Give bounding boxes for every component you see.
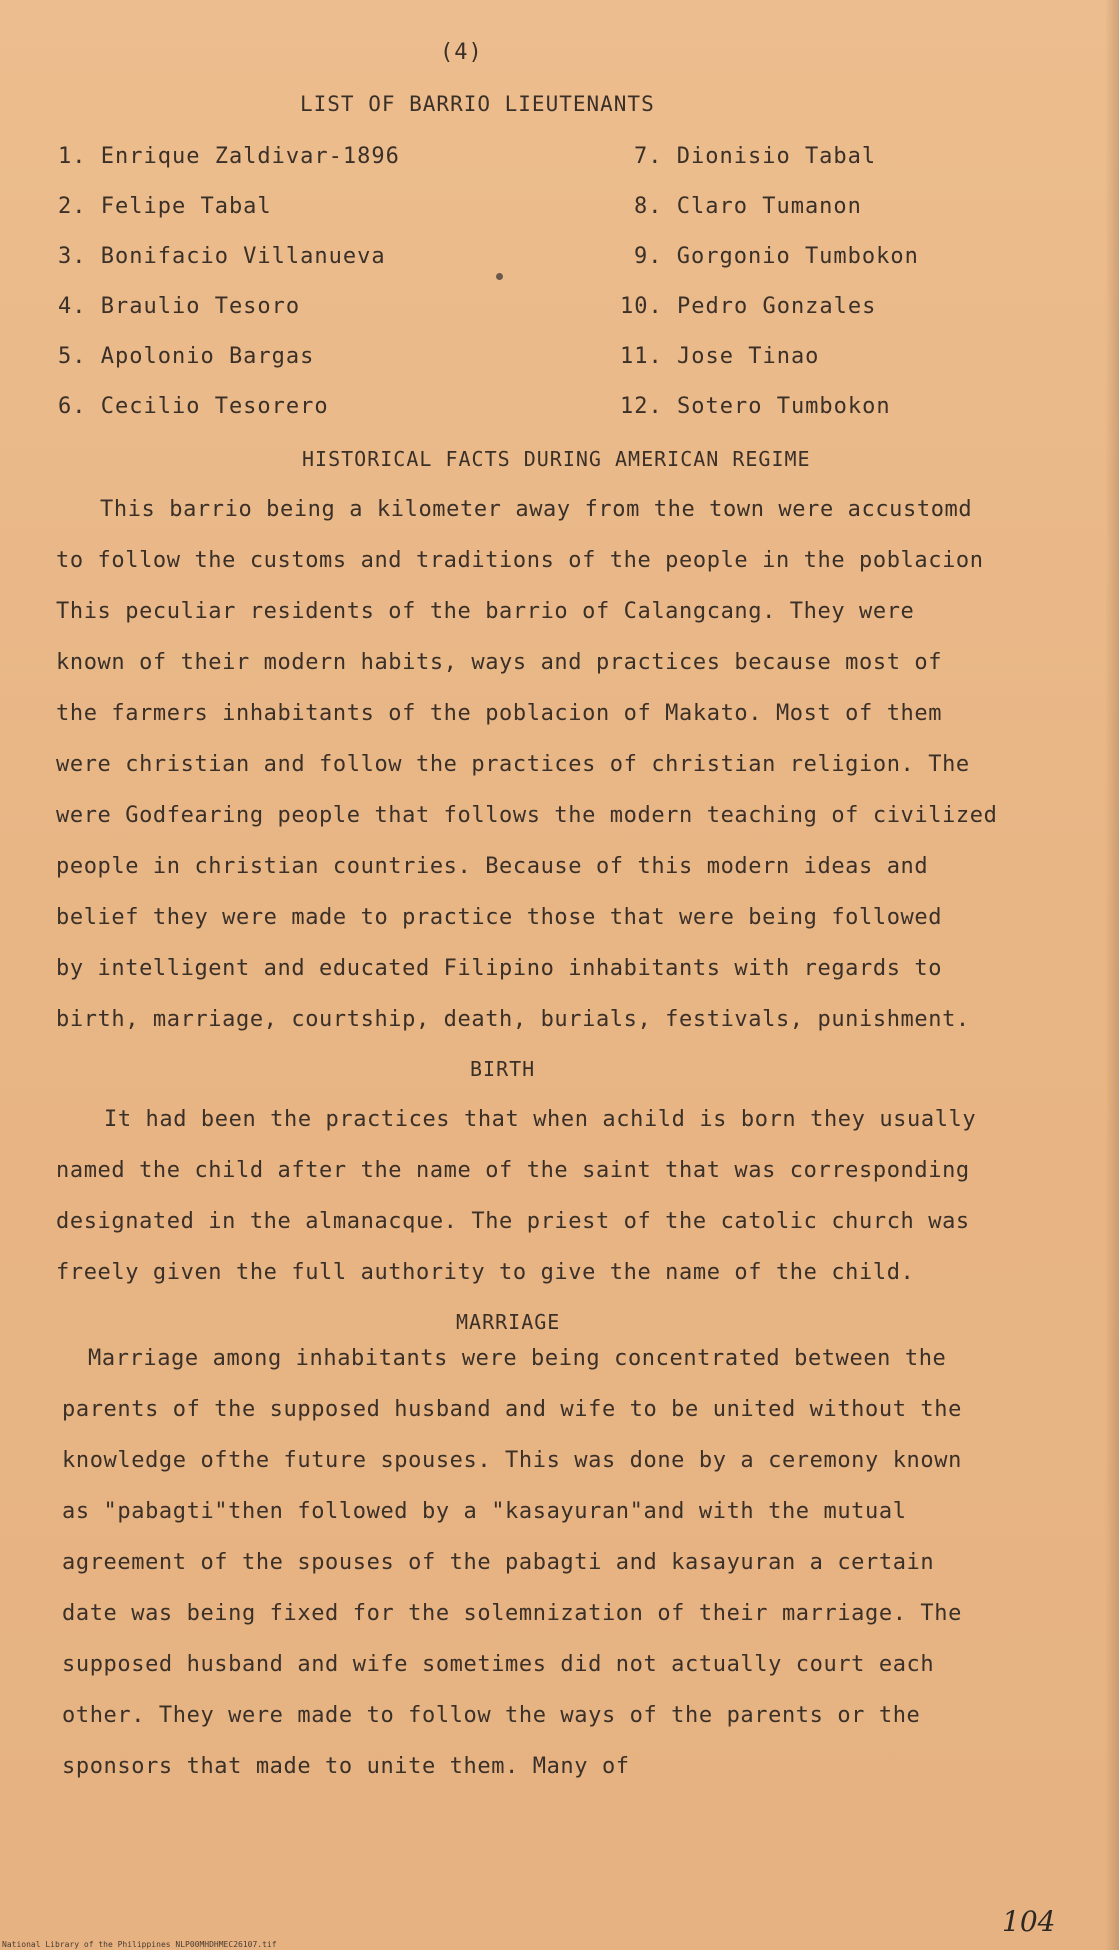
lieutenant-item: 11. Jose Tinao xyxy=(620,344,820,369)
lieutenant-item: 9. Gorgonio Tumbokon xyxy=(634,244,919,269)
lieutenant-item: 4. Braulio Tesoro xyxy=(58,294,301,319)
lieutenant-item: 8. Claro Tumanon xyxy=(634,194,862,219)
folio-number: 104 xyxy=(1002,1905,1056,1938)
text-line: people in christian countries. Because of this modern ideas and xyxy=(56,854,929,879)
text-line: belief they were made to practice those that were being followed xyxy=(56,905,943,930)
text-line: This peculiar residents of the barrio of Calangcang. They were xyxy=(56,599,915,624)
lieutenants-title: LIST OF BARRIO LIEUTENANTS xyxy=(300,92,655,116)
text-line: named the child after the name of the saint that was corresponding xyxy=(56,1158,970,1183)
text-line: known of their modern habits, ways and practices because most of xyxy=(56,650,943,675)
lieutenant-item: 6. Cecilio Tesorero xyxy=(58,394,329,419)
lieutenant-item: 1. Enrique Zaldivar-1896 xyxy=(58,144,400,169)
lieutenant-item: 2. Felipe Tabal xyxy=(58,194,272,219)
marriage-heading: MARRIAGE xyxy=(456,1310,561,1334)
lieutenant-item: 5. Apolonio Bargas xyxy=(58,344,315,369)
text-line: freely given the full authority to give the name of the child. xyxy=(56,1260,915,1285)
text-line: were Godfearing people that follows the modern teaching of civilized xyxy=(56,803,998,828)
historical-heading: HISTORICAL FACTS DURING AMERICAN REGIME xyxy=(302,447,811,471)
text-line: sponsors that made to unite them. Many of xyxy=(62,1754,630,1779)
lieutenant-item: 10. Pedro Gonzales xyxy=(620,294,877,319)
text-line: knowledge ofthe future spouses. This was done by a ceremony known xyxy=(62,1448,962,1473)
text-line: parents of the supposed husband and wife to be united without the xyxy=(62,1397,962,1422)
text-line: Marriage among inhabitants were being concentrated between the xyxy=(88,1346,947,1371)
ink-dot xyxy=(496,273,503,280)
text-line: supposed husband and wife sometimes did not actually court each xyxy=(62,1652,935,1677)
text-line: date was being fixed for the solemnization of their marriage. The xyxy=(62,1601,962,1626)
source-caption: National Library of the Philippines NLP00MHDHMEC26107.tif xyxy=(2,1940,277,1949)
lieutenant-item: 12. Sotero Tumbokon xyxy=(620,394,891,419)
text-line: the farmers inhabitants of the poblacion of Makato. Most of them xyxy=(56,701,943,726)
text-line: designated in the almanacque. The priest of the catolic church was xyxy=(56,1209,970,1234)
text-line: other. They were made to follow the ways of the parents or the xyxy=(62,1703,921,1728)
text-line: birth, marriage, courtship, death, burials, festivals, punishment. xyxy=(56,1007,970,1032)
text-line: to follow the customs and traditions of the people in the poblacion xyxy=(56,548,984,573)
lieutenant-item: 3. Bonifacio Villanueva xyxy=(58,244,386,269)
text-line: This barrio being a kilometer away from the town were accustomd xyxy=(100,497,973,522)
lieutenant-item: 7. Dionisio Tabal xyxy=(634,144,877,169)
text-line: It had been the practices that when achild is born they usually xyxy=(104,1107,977,1132)
text-line: agreement of the spouses of the pabagti and kasayuran a certain xyxy=(62,1550,935,1575)
text-line: as "pabagti"then followed by a "kasayuran"and with the mutual xyxy=(62,1499,907,1524)
birth-heading: BIRTH xyxy=(470,1057,536,1081)
page-edge-shadow xyxy=(1105,0,1119,1950)
text-line: by intelligent and educated Filipino inhabitants with regards to xyxy=(56,956,943,981)
text-line: were christian and follow the practices of christian religion. The xyxy=(56,752,970,777)
page-number: (4) xyxy=(440,40,483,65)
